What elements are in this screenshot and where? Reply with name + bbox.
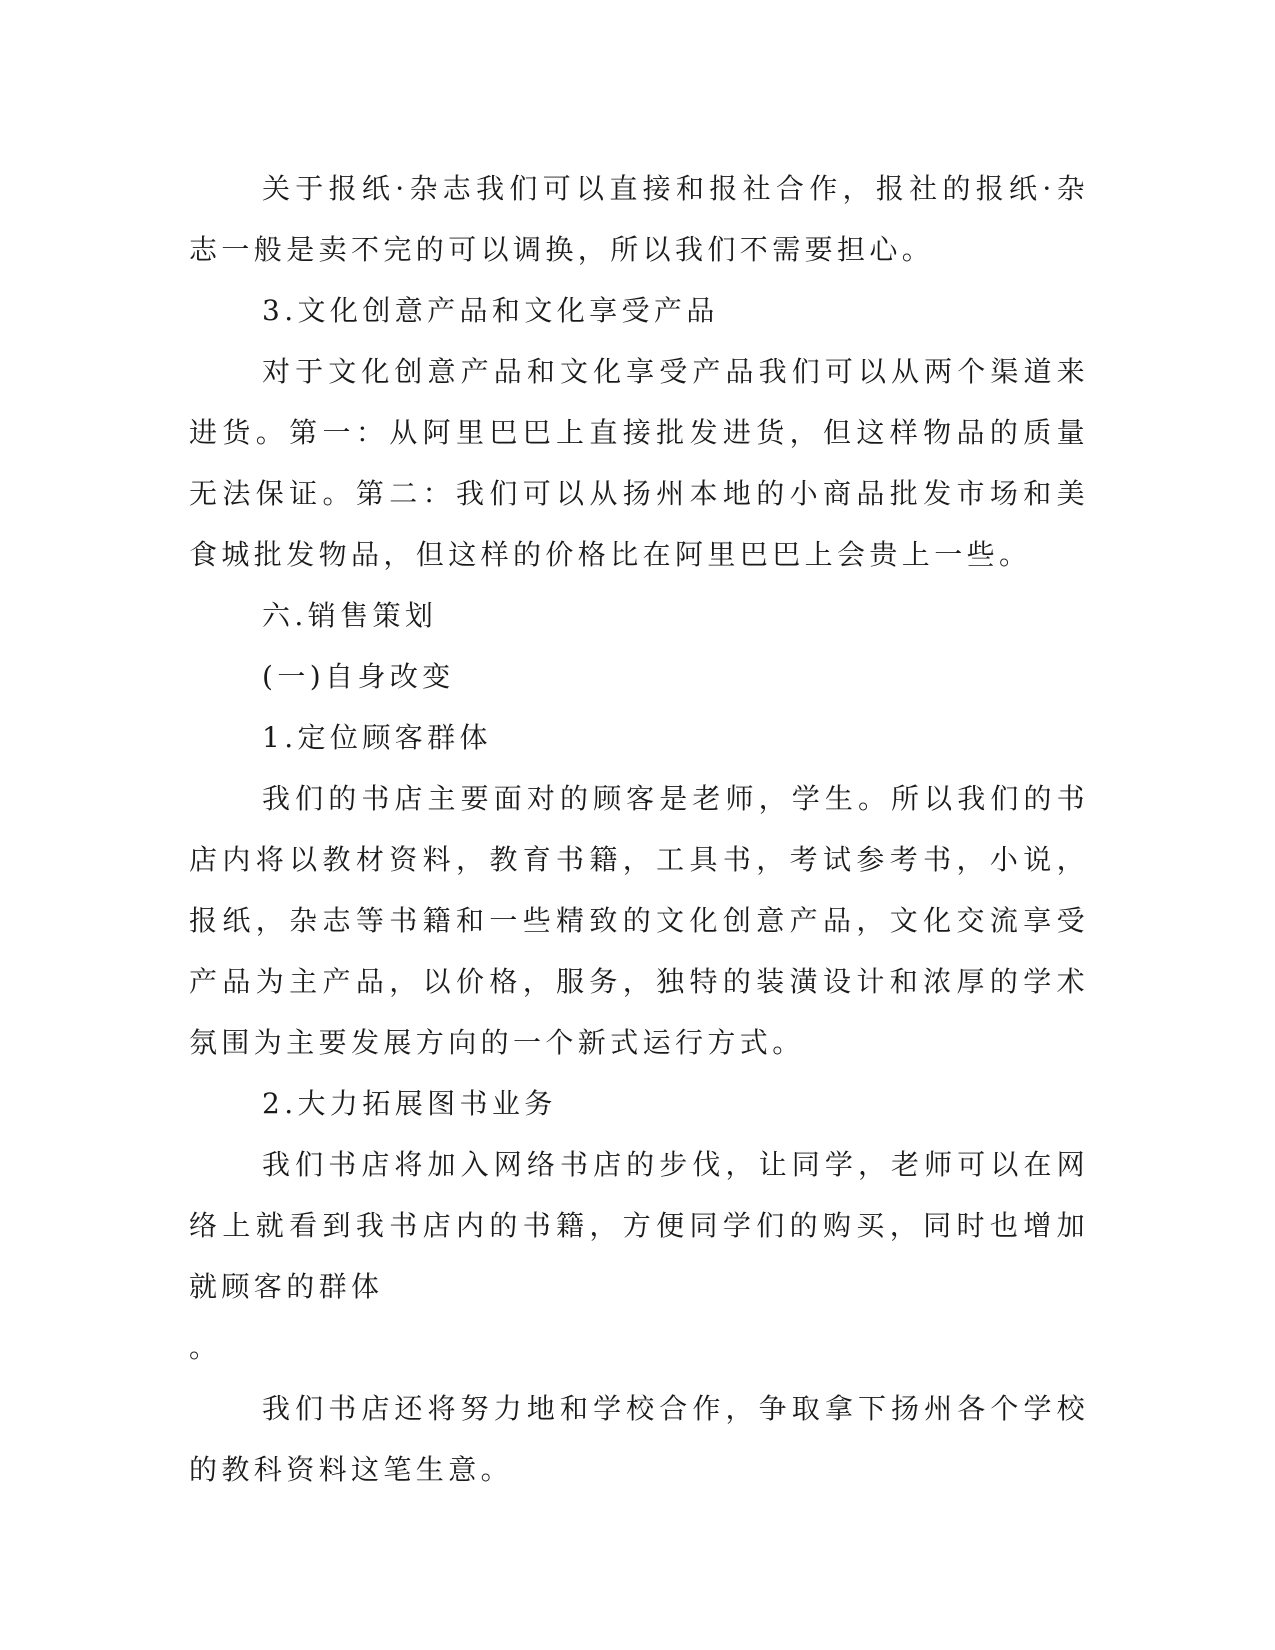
heading-self-change: (一)自身改变 — [262, 660, 455, 693]
paragraph-tail-punctuation: 。 — [189, 1331, 222, 1364]
heading-sales-planning: 六.销售策划 — [262, 599, 438, 632]
paragraph-online-bookstore: 我们书店将加入网络书店的步伐，让同学，老师可以在网络上就看到我书店内的书籍，方便同学们的购买，同时也增加就顾客的群体 — [189, 1148, 1089, 1303]
heading-target-customers: 1.定位顾客群体 — [262, 721, 492, 754]
document-body — [189, 158, 1089, 1500]
paragraph-customer-positioning: 我们的书店主要面对的顾客是老师，学生。所以我们的书店内将以教材资料，教育书籍，工具书，考试参考书，小说，报纸，杂志等书籍和一些精致的文化创意产品，文化交流享受产品为主产品，以价格，服务，独特的装潢设计和浓厚的学术氛围为主要发展方向的一个新式运行方式。 — [189, 782, 1089, 1059]
paragraph-newspaper-cooperation: 关于报纸·杂志我们可以直接和报社合作，报社的报纸·杂志一般是卖不完的可以调换，所以我们不需要担心。 — [189, 172, 1089, 266]
heading-expand-book-business: 2.大力拓展图书业务 — [262, 1087, 557, 1120]
paragraph-purchase-channels: 对于文化创意产品和文化享受产品我们可以从两个渠道来进货。第一：从阿里巴巴上直接批发进货，但这样物品的质量无法保证。第二：我们可以从扬州本地的小商品批发市场和美食城批发物品，但这样的价格比在阿里巴巴上会贵上一些。 — [189, 355, 1089, 571]
paragraph-school-cooperation: 我们书店还将努力地和学校合作，争取拿下扬州各个学校的教科资料这笔生意。 — [189, 1392, 1089, 1486]
heading-cultural-products: 3.文化创意产品和文化享受产品 — [262, 294, 719, 327]
